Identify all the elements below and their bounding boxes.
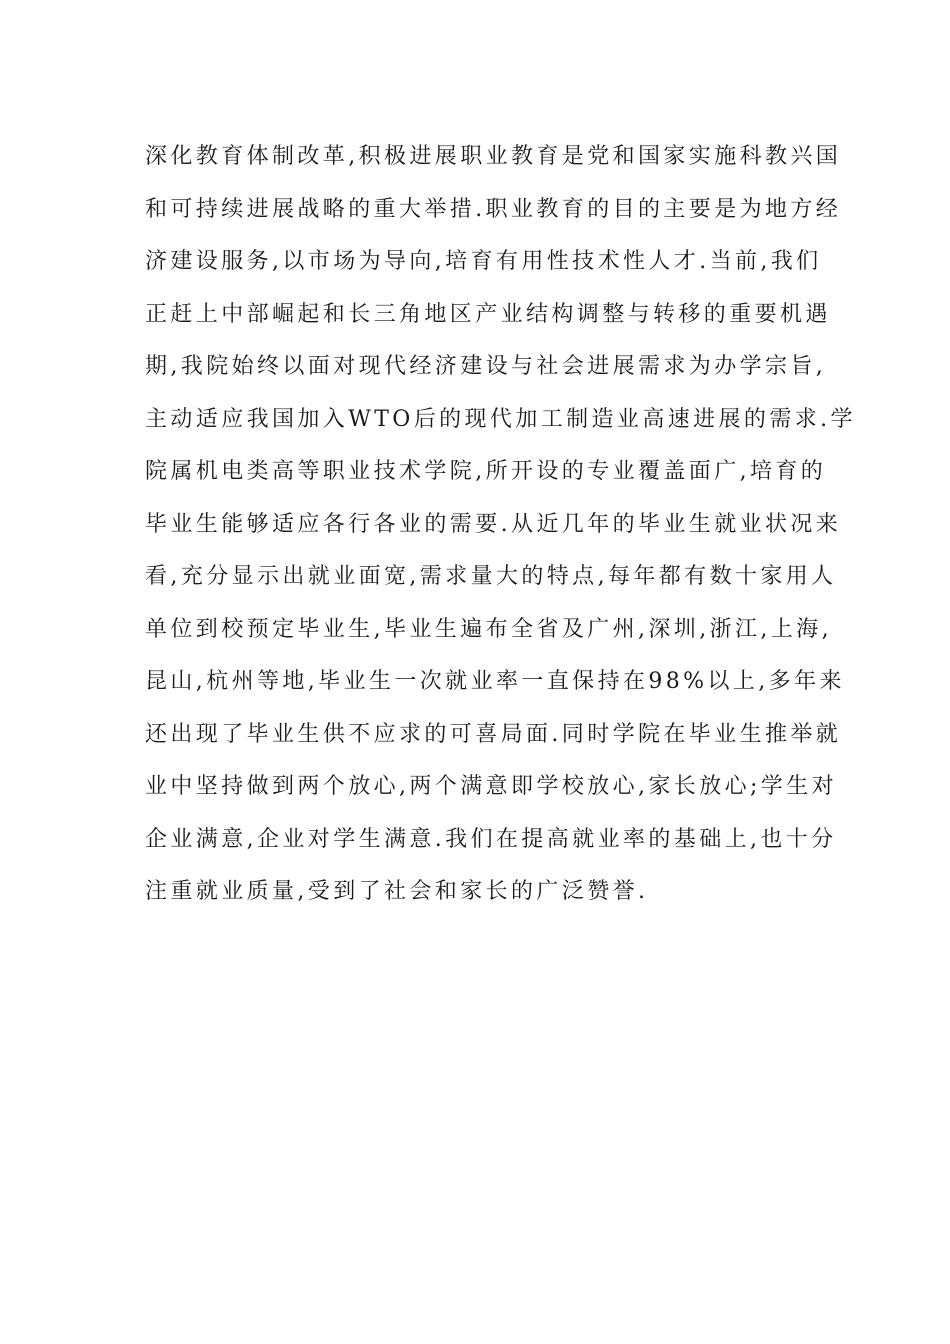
text-line-12: 还出现了毕业生供不应求的可喜局面.同时学院在毕业生推举就 <box>145 721 842 747</box>
body-paragraph <box>145 131 856 919</box>
text-line-6: 主动适应我国加入WTO后的现代加工制造业高速进展的需求.学 <box>145 406 856 432</box>
text-line-2: 和可持续进展战略的重大举措.职业教育的目的主要是为地方经 <box>145 196 842 222</box>
text-line-10: 单位到校预定毕业生,毕业生遍布全省及广州,深圳,浙江,上海, <box>145 616 832 642</box>
text-line-4: 正赶上中部崛起和长三角地区产业结构调整与转移的重要机遇 <box>145 301 831 327</box>
text-line-5: 期,我院始终以面对现代经济建设与社会进展需求为办学宗旨, <box>145 354 827 379</box>
text-line-13: 业中坚持做到两个放心,两个满意即学校放心,家长放心;学生对 <box>145 774 838 799</box>
text-line-8: 毕业生能够适应各行各业的需要.从近几年的毕业生就业状况来 <box>145 511 842 537</box>
text-line-1: 深化教育体制改革,积极进展职业教育是党和国家实施科教兴国 <box>145 144 842 169</box>
text-line-7: 院属机电类高等职业技术学院,所开设的专业覆盖面广,培育的 <box>145 459 827 484</box>
text-line-14: 企业满意,企业对学生满意.我们在提高就业率的基础上,也十分 <box>145 826 837 852</box>
text-line-3: 济建设服务,以市场为导向,培育有用性技术性人才.当前,我们 <box>145 249 822 274</box>
text-line-9: 看,充分显示出就业面宽,需求量大的特点,每年都有数十家用人 <box>145 564 837 589</box>
text-line-15: 注重就业质量,受到了社会和家长的广泛赞誉. <box>145 879 649 904</box>
text-line-11: 昆山,杭州等地,毕业生一次就业率一直保持在98%以上,多年来 <box>145 669 845 694</box>
